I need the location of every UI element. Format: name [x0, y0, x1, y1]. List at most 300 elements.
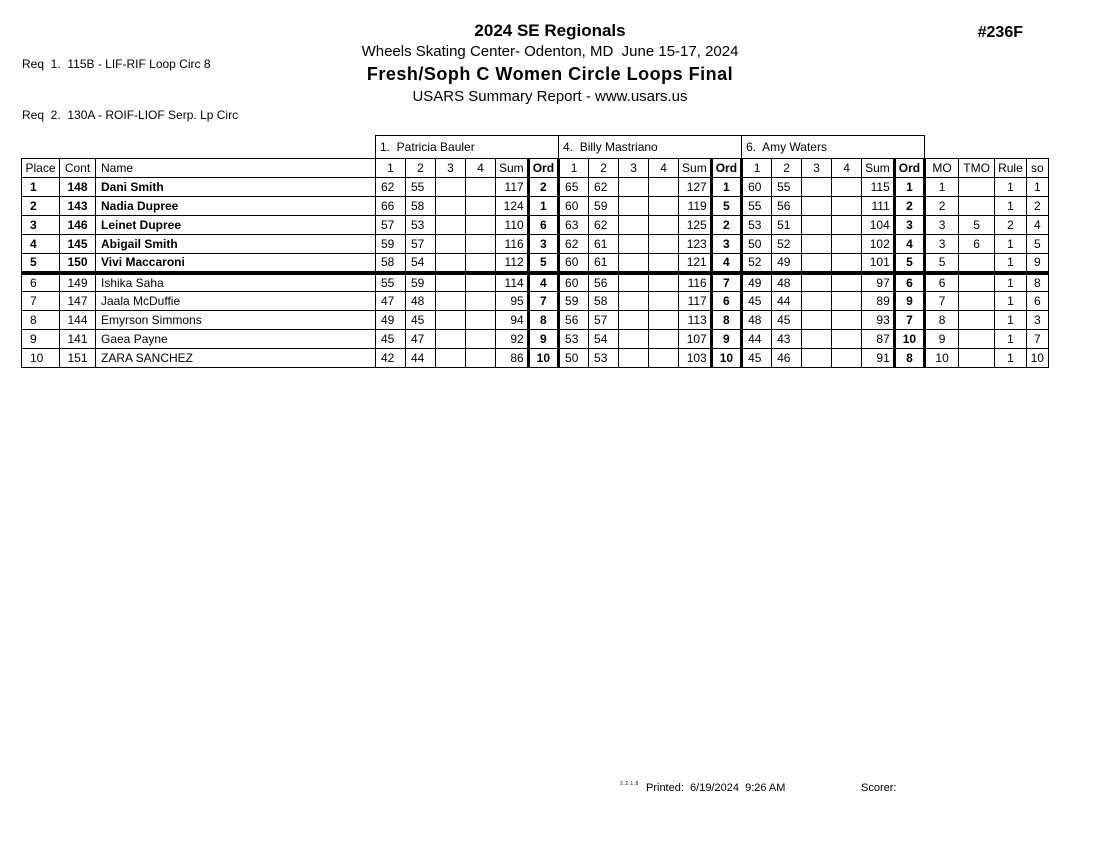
- judge2-score-1-cell: 60: [559, 254, 589, 273]
- event-title: Fresh/Soph C Women Circle Loops Final: [366, 64, 734, 84]
- sum-ordinals-cell: 5: [1026, 235, 1048, 254]
- judge3-sum-cell: 115: [862, 178, 895, 197]
- judge2-sum-cell: 127: [679, 178, 712, 197]
- judge3-sum-cell: 91: [862, 349, 895, 368]
- judge2-sum-cell: 123: [679, 235, 712, 254]
- judge3-ordinal-cell: 6: [894, 273, 924, 292]
- printed-timestamp: Printed: 6/19/2024 9:26 AM: [646, 782, 786, 794]
- judge1-ordinal-cell: 2: [528, 178, 558, 197]
- judge3-ordinal-cell: 9: [894, 292, 924, 311]
- judge1-ordinal-cell: 7: [528, 292, 558, 311]
- col-header-ord: Ord: [711, 159, 741, 178]
- total-majority-ordinal-cell: 5: [959, 216, 995, 235]
- col-header-place: Place: [22, 159, 60, 178]
- judge3-score-2-cell: 48: [772, 273, 802, 292]
- rule-cell: 1: [995, 178, 1027, 197]
- sum-ordinals-cell: 8: [1026, 273, 1048, 292]
- judge3-score-2-cell: 56: [772, 197, 802, 216]
- col-header-trial-4: 4: [649, 159, 679, 178]
- judge1-score-2-cell: 57: [406, 235, 436, 254]
- judge2-sum-cell: 107: [679, 330, 712, 349]
- rule-cell: 2: [995, 216, 1027, 235]
- skater-name-cell: ZARA SANCHEZ: [96, 349, 376, 368]
- majority-ordinal-cell: 8: [925, 311, 959, 330]
- table-row: [22, 273, 1049, 292]
- judge3-score-4-cell: [832, 235, 862, 254]
- sum-ordinals-cell: 2: [1026, 197, 1048, 216]
- judge3-score-2-cell: 45: [772, 311, 802, 330]
- judge3-score-4-cell: [832, 292, 862, 311]
- judge2-score-3-cell: [619, 235, 649, 254]
- col-header-trial-2: 2: [589, 159, 619, 178]
- judge1-score-2-cell: 54: [406, 254, 436, 273]
- col-header-name: Name: [96, 159, 376, 178]
- judge1-score-1-cell: 62: [376, 178, 406, 197]
- judge1-ordinal-cell: 4: [528, 273, 558, 292]
- report-header: [0, 20, 1100, 107]
- judge3-score-1-cell: 50: [742, 235, 772, 254]
- judge2-score-1-cell: 56: [559, 311, 589, 330]
- table-row: [22, 254, 1049, 273]
- table-row: [22, 311, 1049, 330]
- judge2-score-1-cell: 63: [559, 216, 589, 235]
- col-header-trial-3: 3: [619, 159, 649, 178]
- majority-ordinal-cell: 3: [925, 235, 959, 254]
- total-majority-ordinal-cell: [959, 311, 995, 330]
- sum-ordinals-cell: 6: [1026, 292, 1048, 311]
- judge3-sum-cell: 102: [862, 235, 895, 254]
- judge2-score-3-cell: [619, 311, 649, 330]
- judge1-sum-cell: 116: [496, 235, 529, 254]
- judge2-score-3-cell: [619, 178, 649, 197]
- judge3-score-3-cell: [802, 197, 832, 216]
- total-majority-ordinal-cell: [959, 178, 995, 197]
- col-header-trial-1: 1: [742, 159, 772, 178]
- judge2-ordinal-cell: 2: [711, 216, 741, 235]
- contestant-number-cell: 141: [60, 330, 96, 349]
- judge3-score-2-cell: 44: [772, 292, 802, 311]
- judge2-score-4-cell: [649, 197, 679, 216]
- judge2-score-1-cell: 65: [559, 178, 589, 197]
- place-cell: 6: [22, 273, 60, 292]
- judge1-score-4-cell: [466, 178, 496, 197]
- judge1-ordinal-cell: 6: [528, 216, 558, 235]
- col-header-mo: MO: [925, 159, 959, 178]
- judge3-score-1-cell: 45: [742, 292, 772, 311]
- judge1-ordinal-cell: 5: [528, 254, 558, 273]
- competition-title: 2024 SE Regionals: [474, 21, 626, 40]
- judge1-score-1-cell: 66: [376, 197, 406, 216]
- judge1-score-3-cell: [436, 235, 466, 254]
- judge3-sum-cell: 101: [862, 254, 895, 273]
- place-cell: 1: [22, 178, 60, 197]
- judge1-score-1-cell: 42: [376, 349, 406, 368]
- judge1-score-4-cell: [466, 349, 496, 368]
- judge1-ordinal-cell: 3: [528, 235, 558, 254]
- judge2-score-2-cell: 57: [589, 311, 619, 330]
- col-header-ord: Ord: [528, 159, 558, 178]
- col-header-rule: Rule: [995, 159, 1027, 178]
- judge1-score-4-cell: [466, 197, 496, 216]
- col-header-trial-4: 4: [832, 159, 862, 178]
- table-row: [22, 292, 1049, 311]
- scorer-label: Scorer:: [861, 782, 897, 794]
- col-header-trial-1: 1: [376, 159, 406, 178]
- contestant-number-cell: 147: [60, 292, 96, 311]
- judge1-score-2-cell: 58: [406, 197, 436, 216]
- judge1-score-2-cell: 55: [406, 178, 436, 197]
- judge1-score-3-cell: [436, 197, 466, 216]
- judge2-sum-cell: 125: [679, 216, 712, 235]
- judge3-score-2-cell: 51: [772, 216, 802, 235]
- judge1-ordinal-cell: 10: [528, 349, 558, 368]
- judge3-score-3-cell: [802, 254, 832, 273]
- judge3-score-4-cell: [832, 311, 862, 330]
- skater-name-cell: Ishika Saha: [96, 273, 376, 292]
- majority-ordinal-cell: 7: [925, 292, 959, 311]
- judge2-score-2-cell: 59: [589, 197, 619, 216]
- judge2-score-3-cell: [619, 273, 649, 292]
- skater-name-cell: Leinet Dupree: [96, 216, 376, 235]
- judge1-sum-cell: 112: [496, 254, 529, 273]
- place-cell: 5: [22, 254, 60, 273]
- judge1-score-1-cell: 47: [376, 292, 406, 311]
- total-majority-ordinal-cell: [959, 349, 995, 368]
- total-majority-ordinal-cell: [959, 330, 995, 349]
- sum-ordinals-cell: 4: [1026, 216, 1048, 235]
- judge1-score-2-cell: 45: [406, 311, 436, 330]
- col-header-trial-3: 3: [802, 159, 832, 178]
- judge1-score-2-cell: 53: [406, 216, 436, 235]
- judge2-score-2-cell: 61: [589, 254, 619, 273]
- judge3-sum-cell: 104: [862, 216, 895, 235]
- judge3-score-2-cell: 43: [772, 330, 802, 349]
- judge2-score-3-cell: [619, 292, 649, 311]
- results-tbody: [22, 178, 1049, 368]
- col-header-sum: Sum: [679, 159, 712, 178]
- judge2-ordinal-cell: 9: [711, 330, 741, 349]
- judge-header-row: [22, 136, 1049, 159]
- judge3-score-1-cell: 44: [742, 330, 772, 349]
- skater-name-cell: Dani Smith: [96, 178, 376, 197]
- judge3-sum-cell: 93: [862, 311, 895, 330]
- software-version: 2.2.1.8: [620, 781, 639, 787]
- table-row: [22, 216, 1049, 235]
- contestant-number-cell: 150: [60, 254, 96, 273]
- judge1-score-4-cell: [466, 311, 496, 330]
- judge2-score-3-cell: [619, 330, 649, 349]
- judge2-score-1-cell: 53: [559, 330, 589, 349]
- judge2-ordinal-cell: 10: [711, 349, 741, 368]
- skater-name-cell: Gaea Payne: [96, 330, 376, 349]
- judge1-sum-cell: 117: [496, 178, 529, 197]
- judge2-ordinal-cell: 4: [711, 254, 741, 273]
- judge2-score-1-cell: 60: [559, 273, 589, 292]
- judge3-ordinal-cell: 5: [894, 254, 924, 273]
- judge3-score-2-cell: 55: [772, 178, 802, 197]
- judge3-score-4-cell: [832, 216, 862, 235]
- requirement-1: Req 1. 115B - LIF-RIF Loop Circ 8: [22, 57, 211, 71]
- col-header-tmo: TMO: [959, 159, 995, 178]
- judge1-score-4-cell: [466, 292, 496, 311]
- place-cell: 3: [22, 216, 60, 235]
- col-header-trial-1: 1: [559, 159, 589, 178]
- judge2-ordinal-cell: 5: [711, 197, 741, 216]
- judge2-score-4-cell: [649, 254, 679, 273]
- judge3-score-1-cell: 55: [742, 197, 772, 216]
- majority-ordinal-cell: 5: [925, 254, 959, 273]
- judge3-score-1-cell: 45: [742, 349, 772, 368]
- rule-cell: 1: [995, 197, 1027, 216]
- column-header-row: [22, 159, 1049, 178]
- event-number: #236F: [977, 24, 1023, 41]
- judge1-score-3-cell: [436, 216, 466, 235]
- judge1-score-4-cell: [466, 254, 496, 273]
- place-cell: 2: [22, 197, 60, 216]
- judge-2-name: 4. Billy Mastriano: [559, 136, 742, 159]
- judge3-score-3-cell: [802, 235, 832, 254]
- place-cell: 7: [22, 292, 60, 311]
- skater-name-cell: Emyrson Simmons: [96, 311, 376, 330]
- judge1-score-4-cell: [466, 273, 496, 292]
- judge2-score-2-cell: 62: [589, 178, 619, 197]
- judge-3-name: 6. Amy Waters: [742, 136, 925, 159]
- judge3-ordinal-cell: 8: [894, 349, 924, 368]
- judge1-ordinal-cell: 1: [528, 197, 558, 216]
- col-header-sum: Sum: [496, 159, 529, 178]
- contestant-number-cell: 144: [60, 311, 96, 330]
- judge1-score-1-cell: 45: [376, 330, 406, 349]
- col-header-trial-4: 4: [466, 159, 496, 178]
- results-table-container: [21, 135, 1049, 368]
- table-row: [22, 235, 1049, 254]
- judge3-score-3-cell: [802, 273, 832, 292]
- majority-ordinal-cell: 1: [925, 178, 959, 197]
- judge3-score-3-cell: [802, 330, 832, 349]
- judge3-sum-cell: 87: [862, 330, 895, 349]
- judge1-score-1-cell: 59: [376, 235, 406, 254]
- col-header-trial-3: 3: [436, 159, 466, 178]
- total-majority-ordinal-cell: [959, 292, 995, 311]
- rule-cell: 1: [995, 292, 1027, 311]
- skater-name-cell: Nadia Dupree: [96, 197, 376, 216]
- skater-name-cell: Vivi Maccaroni: [96, 254, 376, 273]
- judge3-score-4-cell: [832, 330, 862, 349]
- judge-row-spacer-left: [22, 136, 376, 159]
- judge2-score-3-cell: [619, 197, 649, 216]
- judge2-score-4-cell: [649, 330, 679, 349]
- rule-cell: 1: [995, 254, 1027, 273]
- judge2-score-4-cell: [649, 292, 679, 311]
- judge1-sum-cell: 92: [496, 330, 529, 349]
- col-header-sum: Sum: [862, 159, 895, 178]
- judge2-score-3-cell: [619, 216, 649, 235]
- judge1-sum-cell: 110: [496, 216, 529, 235]
- judge3-ordinal-cell: 10: [894, 330, 924, 349]
- judge3-score-4-cell: [832, 273, 862, 292]
- col-header-ord: Ord: [894, 159, 924, 178]
- judge3-score-1-cell: 60: [742, 178, 772, 197]
- table-row: [22, 330, 1049, 349]
- judge2-score-3-cell: [619, 254, 649, 273]
- judge2-score-1-cell: 59: [559, 292, 589, 311]
- judge2-score-2-cell: 61: [589, 235, 619, 254]
- judge2-ordinal-cell: 7: [711, 273, 741, 292]
- judge1-score-1-cell: 55: [376, 273, 406, 292]
- judge2-score-2-cell: 53: [589, 349, 619, 368]
- judge3-ordinal-cell: 4: [894, 235, 924, 254]
- rule-cell: 1: [995, 349, 1027, 368]
- total-majority-ordinal-cell: 6: [959, 235, 995, 254]
- majority-ordinal-cell: 3: [925, 216, 959, 235]
- judge3-sum-cell: 111: [862, 197, 895, 216]
- judge1-sum-cell: 95: [496, 292, 529, 311]
- place-cell: 9: [22, 330, 60, 349]
- place-cell: 10: [22, 349, 60, 368]
- table-row: [22, 178, 1049, 197]
- judge1-score-3-cell: [436, 254, 466, 273]
- judge1-sum-cell: 94: [496, 311, 529, 330]
- judge1-score-3-cell: [436, 273, 466, 292]
- judge1-score-2-cell: 47: [406, 330, 436, 349]
- judge1-sum-cell: 124: [496, 197, 529, 216]
- total-majority-ordinal-cell: [959, 273, 995, 292]
- judge1-score-4-cell: [466, 216, 496, 235]
- contestant-number-cell: 148: [60, 178, 96, 197]
- contestant-number-cell: 149: [60, 273, 96, 292]
- rule-cell: 1: [995, 311, 1027, 330]
- judge1-score-3-cell: [436, 311, 466, 330]
- table-row: [22, 349, 1049, 368]
- rule-cell: 1: [995, 235, 1027, 254]
- judge2-sum-cell: 117: [679, 292, 712, 311]
- judge3-score-3-cell: [802, 178, 832, 197]
- judge2-score-1-cell: 50: [559, 349, 589, 368]
- judge3-score-2-cell: 52: [772, 235, 802, 254]
- col-header-cont: Cont: [60, 159, 96, 178]
- judge1-score-3-cell: [436, 349, 466, 368]
- venue-date-line: Wheels Skating Center- Odenton, MD June 15-17, 2024: [361, 43, 739, 60]
- judge2-score-4-cell: [649, 178, 679, 197]
- judge3-score-1-cell: 48: [742, 311, 772, 330]
- judge2-score-4-cell: [649, 349, 679, 368]
- judge2-score-4-cell: [649, 273, 679, 292]
- col-header-so: so: [1026, 159, 1048, 178]
- judge3-ordinal-cell: 2: [894, 197, 924, 216]
- place-cell: 4: [22, 235, 60, 254]
- sum-ordinals-cell: 10: [1026, 349, 1048, 368]
- contestant-number-cell: 145: [60, 235, 96, 254]
- judge1-score-4-cell: [466, 235, 496, 254]
- judge3-score-2-cell: 49: [772, 254, 802, 273]
- judge1-score-2-cell: 48: [406, 292, 436, 311]
- judge1-score-1-cell: 58: [376, 254, 406, 273]
- judge1-score-4-cell: [466, 330, 496, 349]
- contestant-number-cell: 143: [60, 197, 96, 216]
- judge2-sum-cell: 116: [679, 273, 712, 292]
- judge2-score-1-cell: 62: [559, 235, 589, 254]
- judge2-score-2-cell: 54: [589, 330, 619, 349]
- sum-ordinals-cell: 7: [1026, 330, 1048, 349]
- judge1-score-3-cell: [436, 178, 466, 197]
- judge3-score-4-cell: [832, 197, 862, 216]
- judge2-ordinal-cell: 1: [711, 178, 741, 197]
- judge2-score-2-cell: 56: [589, 273, 619, 292]
- judge2-sum-cell: 103: [679, 349, 712, 368]
- judge2-score-4-cell: [649, 216, 679, 235]
- judge1-score-2-cell: 44: [406, 349, 436, 368]
- sum-ordinals-cell: 1: [1026, 178, 1048, 197]
- judge2-sum-cell: 121: [679, 254, 712, 273]
- total-majority-ordinal-cell: [959, 197, 995, 216]
- place-cell: 8: [22, 311, 60, 330]
- total-majority-ordinal-cell: [959, 254, 995, 273]
- judge3-ordinal-cell: 7: [894, 311, 924, 330]
- results-table: [21, 135, 1049, 368]
- table-row: [22, 197, 1049, 216]
- judge3-score-4-cell: [832, 349, 862, 368]
- judge2-ordinal-cell: 3: [711, 235, 741, 254]
- judge1-sum-cell: 114: [496, 273, 529, 292]
- judge2-score-4-cell: [649, 311, 679, 330]
- judge3-score-2-cell: 46: [772, 349, 802, 368]
- judge2-score-2-cell: 58: [589, 292, 619, 311]
- judge1-score-2-cell: 59: [406, 273, 436, 292]
- judge3-score-1-cell: 49: [742, 273, 772, 292]
- majority-ordinal-cell: 10: [925, 349, 959, 368]
- judge3-score-4-cell: [832, 178, 862, 197]
- majority-ordinal-cell: 9: [925, 330, 959, 349]
- rule-cell: 1: [995, 273, 1027, 292]
- judge3-score-1-cell: 52: [742, 254, 772, 273]
- judge1-ordinal-cell: 9: [528, 330, 558, 349]
- judge3-score-1-cell: 53: [742, 216, 772, 235]
- judge3-score-3-cell: [802, 349, 832, 368]
- judge2-score-2-cell: 62: [589, 216, 619, 235]
- rule-cell: 1: [995, 330, 1027, 349]
- judge1-score-1-cell: 49: [376, 311, 406, 330]
- judge2-ordinal-cell: 6: [711, 292, 741, 311]
- judge2-score-3-cell: [619, 349, 649, 368]
- judge1-sum-cell: 86: [496, 349, 529, 368]
- judge3-ordinal-cell: 1: [894, 178, 924, 197]
- judge1-score-3-cell: [436, 292, 466, 311]
- contestant-number-cell: 151: [60, 349, 96, 368]
- sum-ordinals-cell: 9: [1026, 254, 1048, 273]
- majority-ordinal-cell: 6: [925, 273, 959, 292]
- judge2-sum-cell: 119: [679, 197, 712, 216]
- judge1-score-1-cell: 57: [376, 216, 406, 235]
- judge3-ordinal-cell: 3: [894, 216, 924, 235]
- judge2-score-4-cell: [649, 235, 679, 254]
- judge3-score-4-cell: [832, 254, 862, 273]
- judge1-score-3-cell: [436, 330, 466, 349]
- judge-1-name: 1. Patricia Bauler: [376, 136, 559, 159]
- skater-name-cell: Abigail Smith: [96, 235, 376, 254]
- judge-row-spacer-right: [925, 136, 1049, 159]
- report-type-line: USARS Summary Report - www.usars.us: [412, 88, 688, 105]
- col-header-trial-2: 2: [406, 159, 436, 178]
- judge3-score-3-cell: [802, 292, 832, 311]
- judge2-score-1-cell: 60: [559, 197, 589, 216]
- col-header-trial-2: 2: [772, 159, 802, 178]
- judge3-sum-cell: 97: [862, 273, 895, 292]
- judge3-sum-cell: 89: [862, 292, 895, 311]
- judge2-sum-cell: 113: [679, 311, 712, 330]
- majority-ordinal-cell: 2: [925, 197, 959, 216]
- judge3-score-3-cell: [802, 311, 832, 330]
- contestant-number-cell: 146: [60, 216, 96, 235]
